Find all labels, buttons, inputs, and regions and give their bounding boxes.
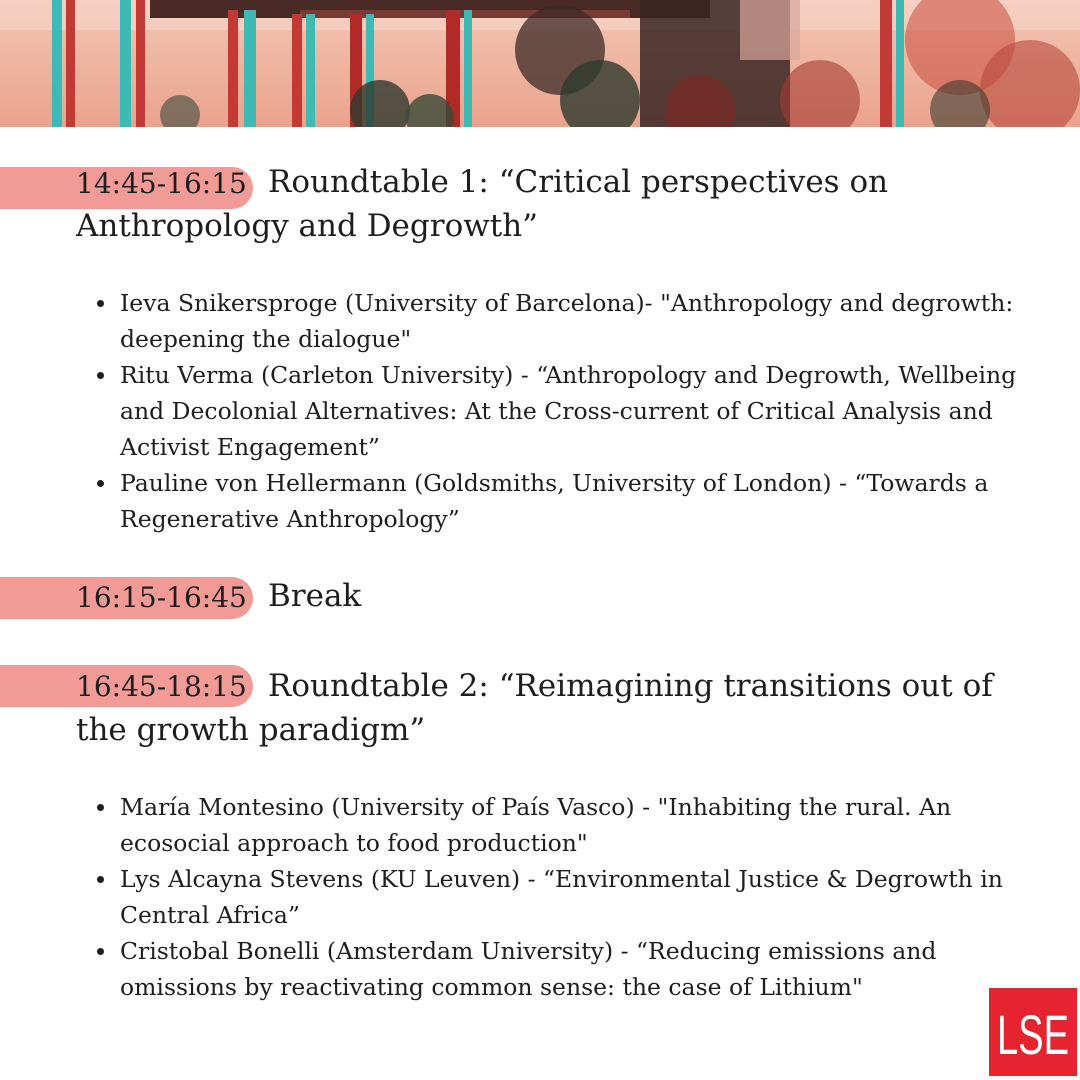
talk-text: Pauline von Hellermann (Goldsmiths, University of London) - “Towards a Regenerative Anthropology” (120, 469, 989, 533)
header-photo-banner (0, 0, 1080, 127)
list-item (0, 861, 1060, 933)
lse-logo (989, 988, 1077, 1076)
list-item (0, 465, 1060, 537)
bullet-icon (97, 876, 104, 883)
logo-text: LSE (997, 1003, 1069, 1062)
list-item (0, 357, 1060, 465)
session-title-text: Roundtable 2: “Reimagining transitions out of the growth paradigm” (76, 668, 993, 748)
session-title (76, 160, 1036, 248)
bullet-icon (97, 948, 104, 955)
session-time: 16:45-18:15 (76, 670, 247, 703)
session-title-text: Break (268, 578, 362, 614)
lse-logo-icon (995, 1002, 1071, 1062)
session-title (76, 574, 1036, 618)
bullet-icon (97, 480, 104, 487)
bullet-icon (97, 372, 104, 379)
speaker-list (0, 285, 1080, 537)
talk-text: María Montesino (University of País Vasco) - "Inhabiting the rural. An ecosocial approach to food production" (120, 793, 952, 857)
speaker-list (0, 789, 1080, 1005)
list-item (0, 933, 1060, 1005)
session-time: 16:15-16:45 (76, 581, 247, 614)
talk-text: Ieva Snikersproge (University of Barcelona)- "Anthropology and degrowth: deepening the dialogue" (120, 289, 1014, 353)
talk-text: Ritu Verma (Carleton University) - “Anthropology and Degrowth, Wellbeing and Decolonial Alternatives: At the Cross-current of Critical Analysis and Activist Engagement” (120, 361, 1017, 461)
bullet-icon (97, 300, 104, 307)
list-item (0, 789, 1060, 861)
list-item (0, 285, 1060, 357)
talk-text: Cristobal Bonelli (Amsterdam University) - “Reducing emissions and omissions by reactivating common sense: the case of Lithium" (120, 937, 937, 1001)
session-title (76, 664, 1036, 752)
bullet-icon (97, 804, 104, 811)
session-time: 14:45-16:15 (76, 167, 247, 200)
session-title-text: Roundtable 1: “Critical perspectives on Anthropology and Degrowth” (76, 164, 889, 244)
talk-text: Lys Alcayna Stevens (KU Leuven) - “Environmental Justice & Degrowth in Central Africa” (120, 865, 1003, 929)
anaglyph-photo-banner (0, 0, 1080, 127)
